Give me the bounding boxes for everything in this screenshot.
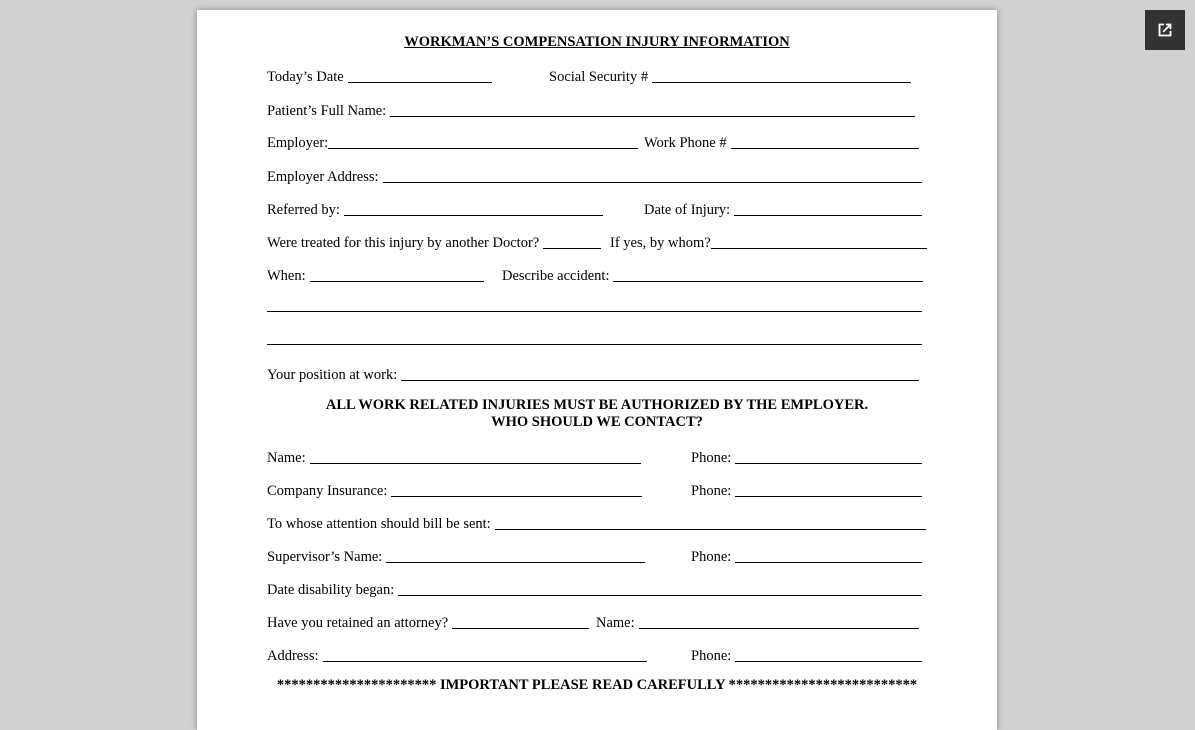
by-whom-line: [711, 248, 927, 249]
when-line: [310, 281, 484, 282]
attorney-retained-field[interactable]: [267, 612, 589, 632]
document-page: [197, 10, 997, 730]
by-whom-field[interactable]: [610, 232, 927, 252]
attorney-name-label: Name:: [596, 615, 635, 631]
company-insurance-line: [391, 496, 642, 497]
ssn-label: Social Security #: [549, 69, 649, 85]
attorney-retained-line: [452, 628, 589, 629]
describe-accident-line: [613, 281, 923, 282]
todays-date-field[interactable]: [267, 66, 492, 86]
treated-label: Were treated for this injury by another Doctor?: [267, 235, 540, 251]
accident-description-line-2[interactable]: [267, 311, 922, 312]
company-insurance-label: Company Insurance:: [267, 483, 388, 499]
by-whom-label: If yes, by whom?: [610, 235, 711, 251]
insurance-phone-line: [735, 496, 922, 497]
open-in-new-window-button[interactable]: [1145, 10, 1185, 50]
bill-attention-line: [495, 529, 926, 530]
work-phone-field[interactable]: [644, 132, 919, 152]
employer-address-label: Employer Address:: [267, 169, 379, 185]
employer-address-field[interactable]: [267, 166, 922, 186]
accident-description-line-3[interactable]: [267, 344, 922, 345]
patient-name-field[interactable]: [267, 100, 915, 120]
patient-name-label: Patient’s Full Name:: [267, 103, 387, 119]
contact-name-field[interactable]: [267, 447, 641, 467]
attorney-name-field[interactable]: [596, 612, 919, 632]
position-label: Your position at work:: [267, 367, 398, 383]
supervisor-name-label: Supervisor’s Name:: [267, 549, 383, 565]
authorization-heading-line1: ALL WORK RELATED INJURIES MUST BE AUTHORIZED BY THE EMPLOYER.: [325, 397, 869, 413]
date-of-injury-field[interactable]: [644, 199, 922, 219]
supervisor-name-line: [386, 562, 645, 563]
position-at-work-field[interactable]: [267, 364, 919, 384]
treated-line: [543, 248, 601, 249]
treated-by-other-doctor-field[interactable]: [267, 232, 601, 252]
attorney-address-field[interactable]: [267, 645, 647, 665]
attorney-phone-field[interactable]: [691, 645, 922, 665]
contact-name-line: [310, 463, 641, 464]
attorney-phone-line: [735, 661, 922, 662]
disability-date-line: [398, 595, 922, 596]
bill-attention-label: To whose attention should bill be sent:: [267, 516, 491, 532]
contact-phone-field[interactable]: [691, 447, 922, 467]
supervisor-phone-field[interactable]: [691, 546, 922, 566]
disability-date-label: Date disability began:: [267, 582, 395, 598]
referred-by-line: [344, 215, 603, 216]
contact-phone-label: Phone:: [691, 450, 732, 466]
attorney-retained-label: Have you retained an attorney?: [267, 615, 449, 631]
open-in-new-icon: [1154, 19, 1176, 41]
authorization-heading-line2: WHO SHOULD WE CONTACT?: [491, 414, 703, 430]
patient-name-line: [390, 116, 915, 117]
work-phone-line: [731, 148, 919, 149]
describe-accident-label: Describe accident:: [502, 268, 610, 284]
employer-label: Employer:: [267, 135, 329, 151]
ssn-line: [652, 82, 911, 83]
attorney-address-line: [323, 661, 647, 662]
supervisor-name-field[interactable]: [267, 546, 645, 566]
employer-address-line: [383, 182, 922, 183]
work-phone-label: Work Phone #: [644, 135, 727, 151]
attorney-name-line: [639, 628, 919, 629]
contact-name-label: Name:: [267, 450, 306, 466]
supervisor-phone-line: [735, 562, 922, 563]
date-of-injury-label: Date of Injury:: [644, 202, 731, 218]
when-label: When:: [267, 268, 306, 284]
employer-line: [328, 148, 638, 149]
bill-attention-field[interactable]: [267, 513, 926, 533]
supervisor-phone-label: Phone:: [691, 549, 732, 565]
form-title: WORKMAN’S COMPENSATION INJURY INFORMATION: [404, 34, 790, 50]
important-notice: ********************** IMPORTANT PLEASE READ CAREFULLY **************************: [276, 677, 918, 693]
ssn-field[interactable]: [549, 66, 911, 86]
contact-phone-line: [735, 463, 922, 464]
referred-by-label: Referred by:: [267, 202, 340, 218]
referred-by-field[interactable]: [267, 199, 603, 219]
attorney-address-label: Address:: [267, 648, 319, 664]
position-line: [401, 380, 919, 381]
date-of-injury-line: [734, 215, 922, 216]
disability-date-field[interactable]: [267, 579, 922, 599]
todays-date-line: [348, 82, 492, 83]
attorney-phone-label: Phone:: [691, 648, 732, 664]
describe-accident-field[interactable]: [502, 265, 923, 285]
company-insurance-field[interactable]: [267, 480, 642, 500]
when-field[interactable]: [267, 265, 484, 285]
insurance-phone-field[interactable]: [691, 480, 922, 500]
employer-field[interactable]: [267, 132, 638, 152]
insurance-phone-label: Phone:: [691, 483, 732, 499]
todays-date-label: Today’s Date: [267, 69, 344, 85]
